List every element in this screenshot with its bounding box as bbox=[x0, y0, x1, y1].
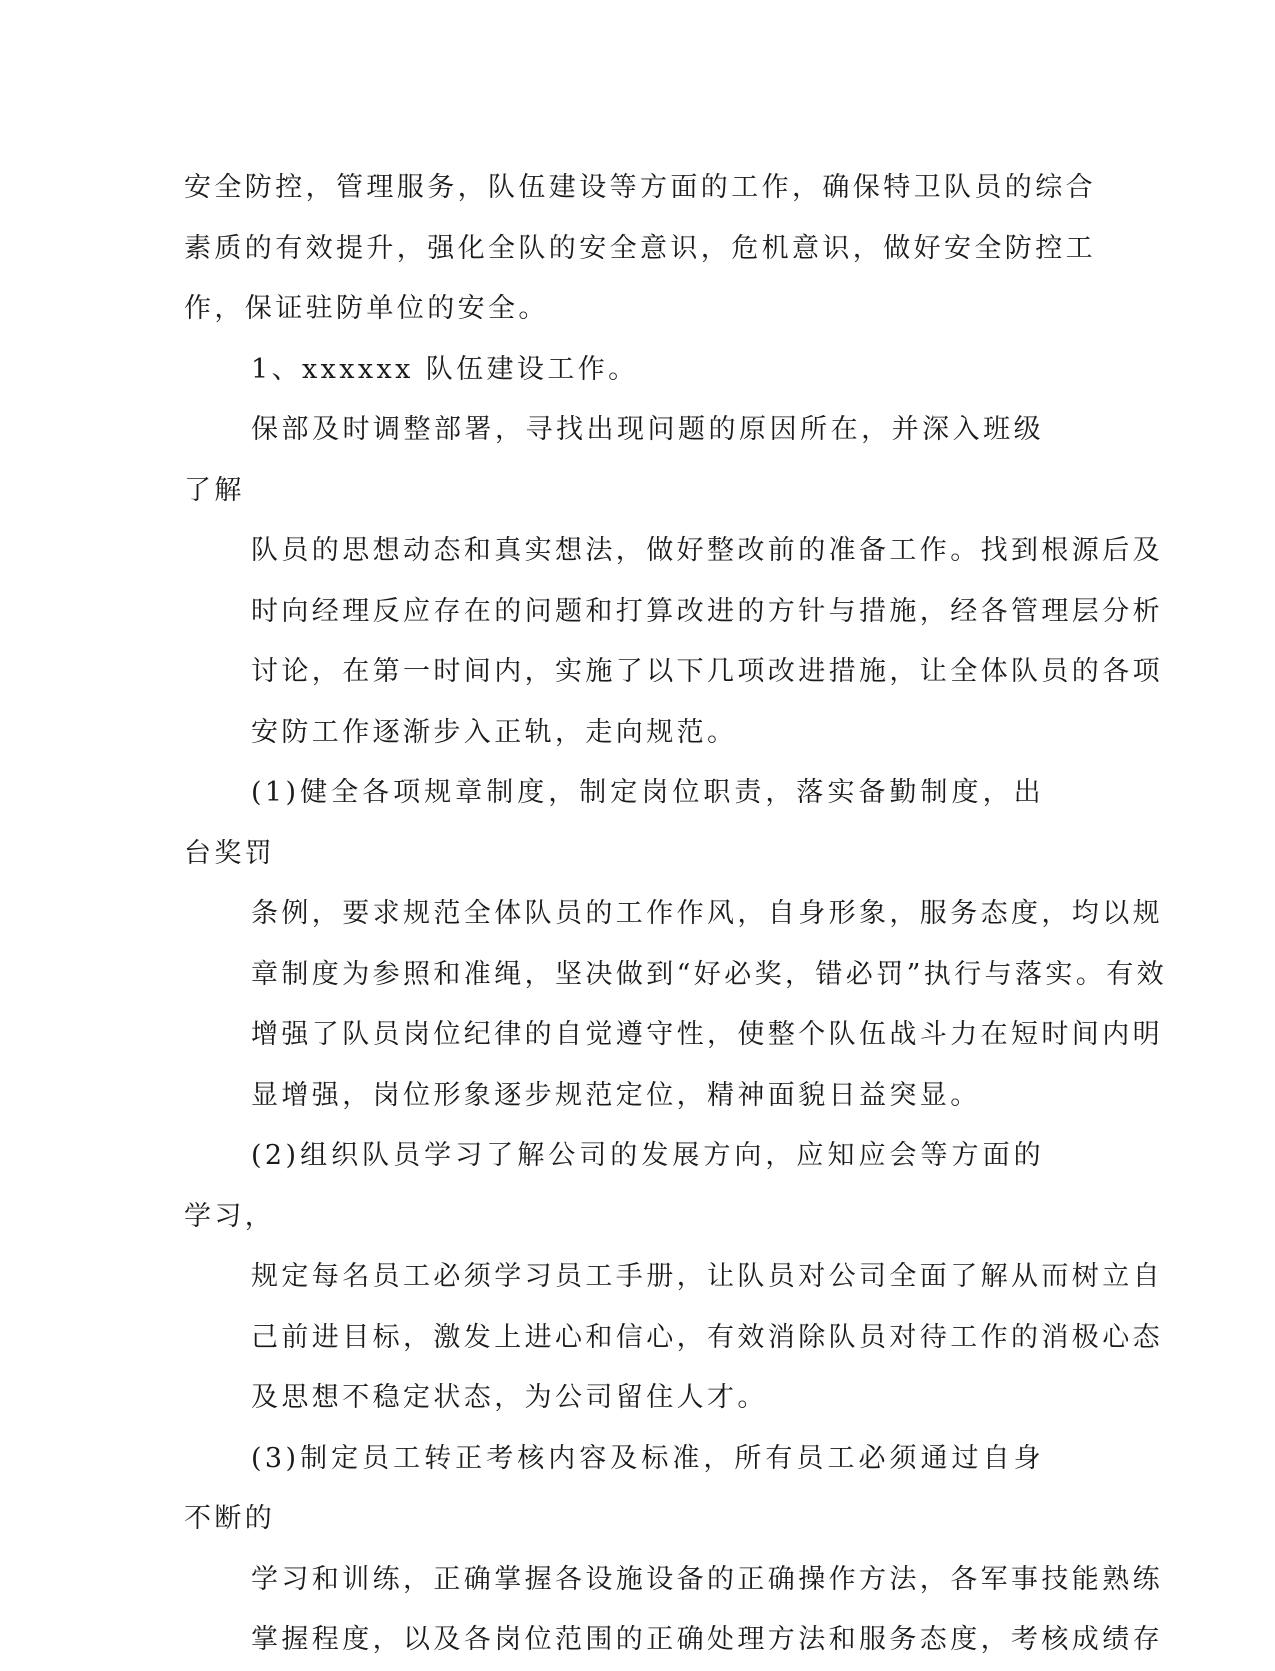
text-line: 时向经理反应存在的问题和打算改进的方针与措施，经各管理层分析 bbox=[251, 595, 1163, 627]
text-line: 安防工作逐渐步入正轨，走向规范。 bbox=[251, 716, 738, 748]
text-line: 保部及时调整部署，寻找出现问题的原因所在，并深入班级了解 bbox=[184, 414, 1044, 506]
heading-text: 1、xxxxxx 队伍建设工作。 bbox=[251, 353, 639, 385]
text-line: (1)健全各项规章制度，制定岗位职责，落实备勤制度，出台奖罚 bbox=[184, 777, 1044, 869]
paragraph-intro bbox=[184, 158, 1096, 340]
text-line: 学习和训练，正确掌握各设施设备的正确操作方法，各军事技能熟练 bbox=[251, 1563, 1163, 1595]
text-line: 及思想不稳定状态，为公司留住人才。 bbox=[251, 1382, 768, 1413]
text-line: 素质的有效提升，强化全队的安全意识，危机意识，做好安全防控工 bbox=[184, 232, 1096, 264]
text-line: 显增强，岗位形象逐步规范定位，精神面貌日益突显。 bbox=[251, 1079, 981, 1111]
text-line: 队员的思想动态和真实想法，做好整改前的准备工作。找到根源后及 bbox=[251, 535, 1163, 566]
document-body bbox=[184, 158, 1168, 1671]
paragraph-item-2 bbox=[184, 1126, 1163, 1429]
paragraph-item-3 bbox=[184, 1429, 1163, 1671]
text-line: 讨论，在第一时间内，实施了以下几项改进措施，让全体队员的各项 bbox=[251, 656, 1163, 687]
text-line: (2)组织队员学习了解公司的发展方向，应知应会等方面的学习， bbox=[184, 1140, 1044, 1232]
text-line: 条例，要求规范全体队员的工作作风，自身形象，服务态度，均以规 bbox=[251, 898, 1163, 929]
text-line: (3)制定员工转正考核内容及标准，所有员工必须通过自身不断的 bbox=[184, 1442, 1044, 1534]
section-heading bbox=[184, 340, 1044, 401]
text-line: 作，保证驻防单位的安全。 bbox=[184, 293, 549, 324]
paragraph-adjustment bbox=[184, 400, 1163, 763]
text-line: 章制度为参照和准绳，坚决做到“好必奖，错必罚”执行与落实。有效 bbox=[251, 958, 1168, 990]
text-line: 掌握程度，以及各岗位范围的正确处理方法和服务态度，考核成绩存 bbox=[251, 1624, 1163, 1655]
text-line: 增强了队员岗位纪律的自觉遵守性，使整个队伍战斗力在短时间内明 bbox=[251, 1019, 1163, 1050]
text-line: 己前进目标，激发上进心和信心，有效消除队员对待工作的消极心态 bbox=[251, 1321, 1163, 1353]
paragraph-item-1 bbox=[184, 763, 1168, 1126]
text-line: 规定每名员工必须学习员工手册，让队员对公司全面了解从而树立自 bbox=[251, 1261, 1163, 1292]
text-line: 安全防控，管理服务，队伍建设等方面的工作，确保特卫队员的综合 bbox=[184, 172, 1096, 203]
